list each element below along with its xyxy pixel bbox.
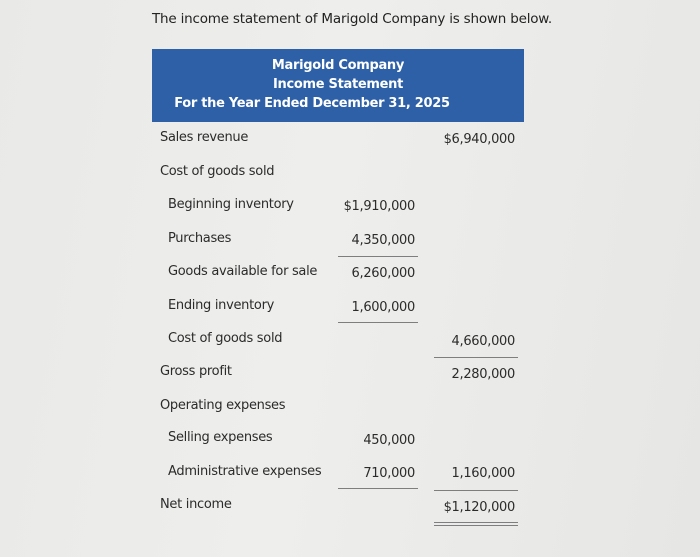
row-purchases xyxy=(0,231,700,251)
row-label: Administrative expenses xyxy=(168,464,322,479)
underline xyxy=(434,357,518,358)
row-amount: $1,120,000 xyxy=(443,500,515,515)
underline xyxy=(434,490,518,491)
row-amount: 450,000 xyxy=(363,433,415,448)
row-label: Cost of goods sold xyxy=(168,331,283,346)
statement-title: Income Statement xyxy=(272,77,404,92)
row-administrative-expenses xyxy=(0,464,700,484)
row-operating-heading xyxy=(0,398,700,418)
row-amount: 4,350,000 xyxy=(351,233,415,248)
row-goods-available xyxy=(0,264,700,284)
statement-period: For the Year Ended December 31, 2025 xyxy=(174,96,450,111)
row-net-income xyxy=(0,497,700,517)
row-label: Net income xyxy=(160,497,232,512)
row-amount: 710,000 xyxy=(363,466,415,481)
row-amount: $6,940,000 xyxy=(443,132,515,147)
row-amount: 6,260,000 xyxy=(351,266,415,281)
row-amount: 1,600,000 xyxy=(351,300,415,315)
row-amount-total: 1,160,000 xyxy=(451,466,515,481)
row-selling-expenses xyxy=(0,430,700,450)
row-amount: $1,910,000 xyxy=(343,199,415,214)
row-label: Selling expenses xyxy=(168,430,273,445)
row-label: Gross profit xyxy=(160,364,232,379)
company-name: Marigold Company xyxy=(271,58,405,73)
row-beginning-inventory xyxy=(0,197,700,217)
row-label: Purchases xyxy=(168,231,232,246)
row-amount: 2,280,000 xyxy=(451,367,515,382)
row-label: Beginning inventory xyxy=(168,197,294,212)
intro-text: The income statement of Marigold Company is shown below. xyxy=(152,11,553,27)
row-gross-profit xyxy=(0,364,700,384)
row-sales-revenue xyxy=(0,130,700,150)
underline xyxy=(338,322,418,323)
row-label: Operating expenses xyxy=(160,398,286,413)
row-cogs-total xyxy=(0,331,700,351)
row-ending-inventory xyxy=(0,298,700,318)
row-label: Ending inventory xyxy=(168,298,275,313)
underline xyxy=(338,488,418,489)
statement-header xyxy=(152,49,524,122)
row-cogs-heading xyxy=(0,164,700,184)
double-underline-top xyxy=(434,522,518,523)
double-underline-bottom xyxy=(434,525,518,526)
underline xyxy=(338,256,418,257)
row-amount: 4,660,000 xyxy=(451,334,515,349)
row-label: Cost of goods sold xyxy=(160,164,275,179)
row-label: Sales revenue xyxy=(160,130,249,145)
row-label: Goods available for sale xyxy=(168,264,318,279)
